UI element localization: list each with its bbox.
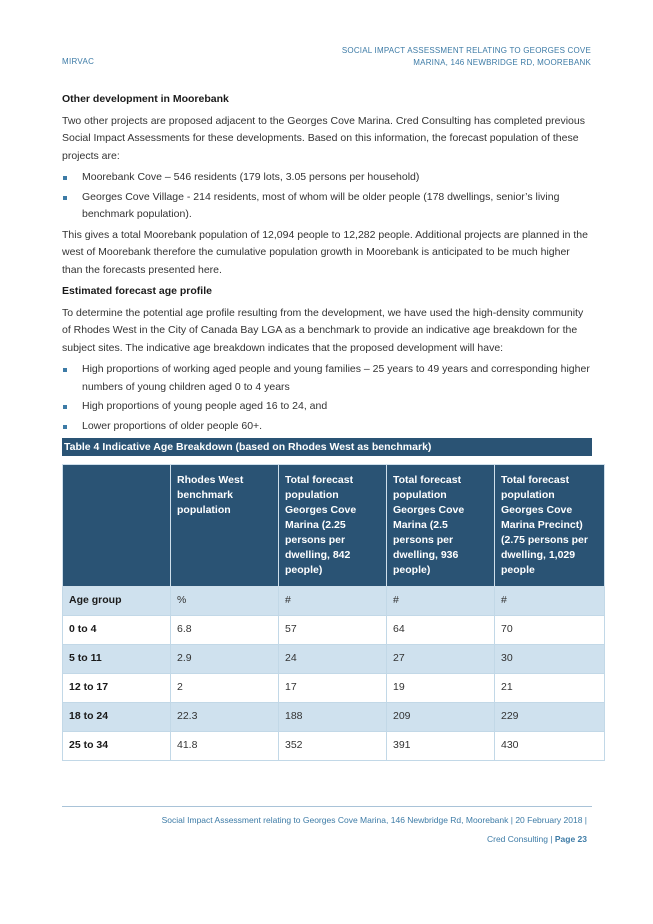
list-item: High proportions of working aged people and young families – 25 years to 49 years and corresponding higher numbers of young children aged 0 to 4 years — [62, 361, 592, 396]
table-row — [63, 732, 605, 761]
table-header-row — [63, 465, 605, 587]
table-cell: Age group — [63, 587, 171, 616]
table-caption: Table 4 Indicative Age Breakdown (based on Rhodes West as benchmark) — [62, 438, 592, 456]
table-cell: # — [279, 587, 387, 616]
paragraph: This gives a total Moorebank population of 12,094 people to 12,282 people. Additional projects are planned in the west of Moorebank therefore the cumulative population growth in Moorebank is anticipated to be much higher than the forecasts presented here. — [62, 228, 588, 276]
list-item: Georges Cove Village - 214 residents, most of whom will be older people (178 dwellings, senior’s living benchmark population). — [62, 189, 592, 224]
table-header-cell — [63, 465, 171, 587]
table-row — [63, 703, 605, 732]
table-cell: 41.8 — [171, 732, 279, 761]
table-cell: 57 — [279, 616, 387, 645]
list-item: Moorebank Cove – 546 residents (179 lots, 3.05 persons per household) — [62, 169, 592, 187]
bullet-list — [62, 169, 592, 224]
header-title-line2: MARINA, 146 NEWBRIDGE RD, MOOREBANK — [413, 58, 591, 67]
table-cell: % — [171, 587, 279, 616]
table-row — [63, 645, 605, 674]
table-cell: 430 — [495, 732, 605, 761]
header-title-line1: SOCIAL IMPACT ASSESSMENT RELATING TO GEORGES COVE — [341, 46, 591, 55]
page-number: Page 23 — [554, 834, 587, 844]
header-company: MIRVAC — [62, 57, 95, 66]
table-cell: 27 — [387, 645, 495, 674]
table-header-cell: Total forecast population Georges Cove Marina (2.5 persons per dwelling, 936 people) — [387, 465, 495, 587]
list-item: Lower proportions of older people 60+. — [62, 418, 592, 436]
footer-document-info: Social Impact Assessment relating to Georges Cove Marina, 146 Newbridge Rd, Moorebank | 20 February 2018 | — [161, 815, 587, 825]
table-header-cell: Total forecast population Georges Cove Marina Precinct) (2.75 persons per dwelling, 1,029 people — [495, 465, 605, 587]
section-heading-age-profile: Estimated forecast age profile — [62, 285, 212, 297]
table-cell: 209 — [387, 703, 495, 732]
footer-company: Cred Consulting | — [486, 834, 555, 844]
table-cell: 22.3 — [171, 703, 279, 732]
table-cell: 229 — [495, 703, 605, 732]
table-cell: 188 — [279, 703, 387, 732]
table-cell: 17 — [279, 674, 387, 703]
table-cell: 391 — [387, 732, 495, 761]
paragraph: To determine the potential age profile resulting from the development, we have used the high-density community of Rhodes West in the City of Canada Bay LGA as a benchmark to provide an indicative age breakdown for the subject sites. The indicative age breakdown indicates that the proposed development will have: — [62, 306, 584, 354]
table-cell: 12 to 17 — [63, 674, 171, 703]
table-row — [63, 674, 605, 703]
table-cell: 6.8 — [171, 616, 279, 645]
table-header-cell: Rhodes West benchmark population — [171, 465, 279, 587]
paragraph: Two other projects are proposed adjacent to the Georges Cove Marina. Cred Consulting has completed previous Social Impact Assessments for these developments. Based on this information, the forecast population of these projects are: — [62, 114, 585, 162]
table-cell: 2.9 — [171, 645, 279, 674]
table-cell: 30 — [495, 645, 605, 674]
bullet-list — [62, 361, 592, 435]
table-cell: 24 — [279, 645, 387, 674]
section-heading-other-development: Other development in Moorebank — [62, 93, 229, 105]
table-row — [63, 616, 605, 645]
header-document-title — [271, 45, 591, 69]
age-breakdown-table — [62, 464, 605, 761]
table-cell: 70 — [495, 616, 605, 645]
page-content — [62, 91, 592, 761]
table-cell: 2 — [171, 674, 279, 703]
footer-divider — [62, 806, 592, 807]
table-cell: 18 to 24 — [63, 703, 171, 732]
table-cell: # — [495, 587, 605, 616]
table-header-cell: Total forecast population Georges Cove Marina (2.25 persons per dwelling, 842 people) — [279, 465, 387, 587]
list-item: High proportions of young people aged 16 to 24, and — [62, 398, 592, 416]
table-row — [63, 587, 605, 616]
table-cell: 21 — [495, 674, 605, 703]
table-cell: 19 — [387, 674, 495, 703]
table-cell: 352 — [279, 732, 387, 761]
table-cell: 5 to 11 — [63, 645, 171, 674]
table-cell: # — [387, 587, 495, 616]
footer-page-info — [487, 834, 587, 844]
table-cell: 25 to 34 — [63, 732, 171, 761]
table-cell: 64 — [387, 616, 495, 645]
table-cell: 0 to 4 — [63, 616, 171, 645]
